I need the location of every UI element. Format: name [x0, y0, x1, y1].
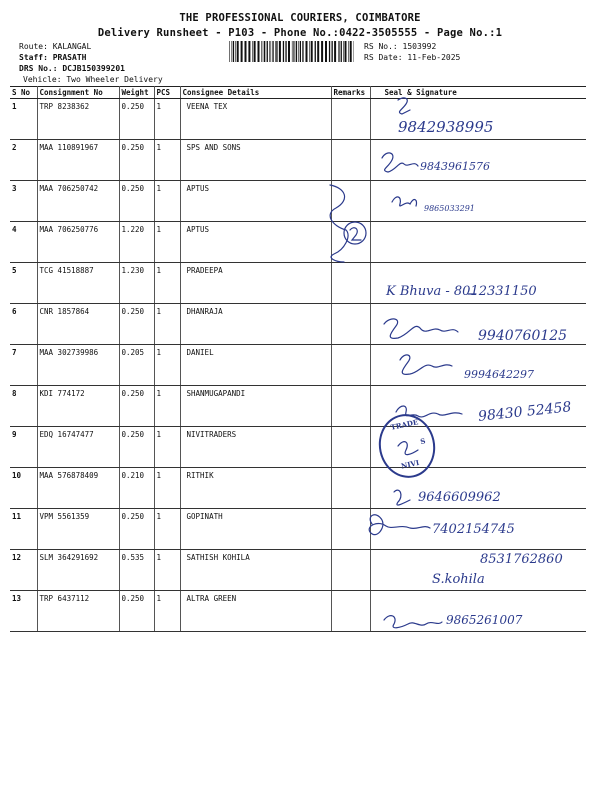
header-consignee: Consignee Details: [180, 87, 331, 99]
header-seal: Seal & Signature: [370, 87, 586, 99]
cell-remarks: [331, 550, 370, 591]
cell-pcs: 1: [154, 222, 180, 263]
cell-pcs: 1: [154, 468, 180, 509]
cell-consignment: MAA 706250742: [37, 181, 119, 222]
runsheet-table: [10, 86, 586, 632]
staff-label: Staff:: [19, 53, 48, 62]
barcode-bar: [264, 41, 265, 62]
cell-consignment: EDQ 16747477: [37, 427, 119, 468]
vehicle-label: Vehicle:: [23, 75, 62, 84]
barcode-bar: [296, 41, 297, 62]
cell-sno: 4: [10, 222, 37, 263]
cell-consignee: SHANMUGAPANDI: [180, 386, 331, 427]
barcode-bar: [348, 41, 349, 62]
cell-remarks: [331, 140, 370, 181]
cell-consignee: SATHISH KOHILA: [180, 550, 331, 591]
signature-row-6: 9940760125: [478, 328, 568, 344]
barcode-bar: [298, 41, 299, 62]
cell-remarks: [331, 386, 370, 427]
barcode-bar: [317, 41, 319, 62]
route-line: [19, 42, 91, 51]
cell-weight: 0.250: [119, 181, 154, 222]
cell-weight: 0.210: [119, 468, 154, 509]
stamp-text-right: S: [419, 436, 427, 447]
header-remarks: Remarks: [331, 87, 370, 99]
signature-row-12-name: S.kohila: [432, 572, 485, 587]
barcode-bar: [283, 41, 284, 62]
signature-row-2: 9843961576: [420, 160, 490, 173]
barcode-bar: [302, 41, 303, 62]
cell-weight: 0.250: [119, 140, 154, 181]
cell-weight: 0.205: [119, 345, 154, 386]
cell-consignment: MAA 110891967: [37, 140, 119, 181]
cell-weight: 0.250: [119, 591, 154, 632]
barcode: [229, 41, 354, 62]
barcode-bar: [229, 41, 230, 62]
rs-date-label: RS Date:: [364, 53, 403, 62]
header-pcs: PCS: [154, 87, 180, 99]
header-weight: Weight: [119, 87, 154, 99]
barcode-bar: [321, 41, 323, 62]
barcode-bar: [309, 41, 310, 62]
barcode-bar: [343, 41, 344, 62]
cell-remarks: [331, 509, 370, 550]
cell-weight: 0.250: [119, 304, 154, 345]
cell-consignment: TRP 8238362: [37, 99, 119, 140]
cell-consignment: CNR 1857864: [37, 304, 119, 345]
barcode-bar: [338, 41, 339, 62]
cell-sno: 2: [10, 140, 37, 181]
signature-row-1: 9842938995: [398, 118, 494, 136]
company-title: THE PROFESSIONAL COURIERS, COIMBATORE: [179, 12, 421, 24]
table-row: [10, 222, 586, 263]
barcode-bar: [272, 41, 273, 62]
table-row: [10, 99, 586, 140]
barcode-bar: [295, 41, 296, 62]
barcode-bar: [292, 41, 293, 62]
cell-weight: 0.535: [119, 550, 154, 591]
barcode-bar: [293, 41, 294, 62]
barcode-bar: [261, 41, 262, 62]
cell-remarks: [331, 263, 370, 304]
runsheet-subtitle: Delivery Runsheet - P103 - Phone No.:0422-3505555 - Page No.:1: [97, 27, 503, 39]
barcode-bar: [315, 41, 316, 62]
route-value: KALANGAL: [52, 42, 92, 51]
barcode-bar: [233, 41, 234, 62]
barcode-bar: [341, 41, 342, 62]
cell-sno: 1: [10, 99, 37, 140]
barcode-bar: [263, 41, 264, 62]
cell-consignment: TRP 6437112: [37, 591, 119, 632]
drs-value: DCJB150399201: [62, 64, 125, 73]
barcode-bar: [275, 41, 276, 62]
table-header-row: [10, 87, 586, 99]
cell-consignment: KDI 774172: [37, 386, 119, 427]
barcode-bar: [345, 41, 347, 62]
table-row: [10, 427, 586, 468]
cell-consignee: DANIEL: [180, 345, 331, 386]
barcode-bar: [325, 41, 327, 62]
cell-weight: 0.250: [119, 99, 154, 140]
barcode-bar: [235, 41, 236, 62]
cell-pcs: 1: [154, 345, 180, 386]
signature-row-3: 9865033291: [424, 204, 475, 213]
rs-date-line: [364, 53, 460, 62]
cell-sno: 7: [10, 345, 37, 386]
stamp-text-top: TRADE: [389, 417, 419, 432]
cell-sno: 13: [10, 591, 37, 632]
cell-pcs: 1: [154, 263, 180, 304]
cell-consignment: VPM 5561359: [37, 509, 119, 550]
rs-date-value: 11-Feb-2025: [407, 53, 461, 62]
drs-line: [19, 64, 125, 73]
cell-pcs: 1: [154, 304, 180, 345]
barcode-bar: [329, 41, 330, 62]
cell-consignee: DHANRAJA: [180, 304, 331, 345]
rs-no-line: [364, 42, 436, 51]
cell-pcs: 1: [154, 181, 180, 222]
barcode-bar: [300, 41, 301, 62]
cell-consignee: NIVITRADERS: [180, 427, 331, 468]
signature-row-7: 9994642297: [464, 368, 534, 381]
cell-remarks: [331, 181, 370, 222]
barcode-bar: [267, 41, 268, 62]
header-sno: S No: [10, 87, 37, 99]
barcode-bar: [241, 41, 243, 62]
cell-sno: 10: [10, 468, 37, 509]
barcode-bar: [245, 41, 247, 62]
barcode-bar: [248, 41, 250, 62]
cell-sno: 9: [10, 427, 37, 468]
barcode-bar: [254, 41, 256, 62]
cell-consignment: SLM 364291692: [37, 550, 119, 591]
cell-consignment: MAA 706250776: [37, 222, 119, 263]
cell-pcs: 1: [154, 509, 180, 550]
barcode-bar: [306, 41, 308, 62]
cell-remarks: [331, 427, 370, 468]
cell-consignee: VEENA TEX: [180, 99, 331, 140]
barcode-bar: [350, 41, 352, 62]
barcode-bar: [339, 41, 340, 62]
staff-line: [19, 53, 86, 62]
cell-weight: 1.230: [119, 263, 154, 304]
cell-consignee: PRADEEPA: [180, 263, 331, 304]
cell-consignee: RITHIK: [180, 468, 331, 509]
cell-remarks: [331, 468, 370, 509]
vehicle-line: [23, 75, 163, 84]
barcode-bar: [271, 41, 272, 62]
barcode-bar: [232, 41, 233, 62]
signature-row-8: 98430 52458: [477, 399, 573, 425]
cell-pcs: 1: [154, 550, 180, 591]
header-consignment: Consignment No: [37, 87, 119, 99]
barcode-bar: [252, 41, 253, 62]
cell-pcs: 1: [154, 99, 180, 140]
cell-pcs: 1: [154, 427, 180, 468]
cell-remarks: [331, 222, 370, 263]
cell-seal-signature: [370, 181, 586, 222]
rs-no-label: RS No.:: [364, 42, 398, 51]
barcode-bar: [237, 41, 239, 62]
table-row: [10, 140, 586, 181]
cell-sno: 8: [10, 386, 37, 427]
cell-weight: 0.250: [119, 427, 154, 468]
barcode-bar: [311, 41, 313, 62]
rs-no-value: 1503992: [402, 42, 437, 51]
signature-row-11: 7402154745: [432, 522, 515, 537]
cell-consignee: SPS AND SONS: [180, 140, 331, 181]
cell-consignee: ALTRA GREEN: [180, 591, 331, 632]
cell-remarks: [331, 99, 370, 140]
cell-weight: 0.250: [119, 509, 154, 550]
cell-pcs: 1: [154, 140, 180, 181]
cell-pcs: 1: [154, 591, 180, 632]
barcode-bar: [269, 41, 270, 62]
cell-consignee: GOPINATH: [180, 509, 331, 550]
vehicle-value: Two Wheeler Delivery: [66, 75, 163, 84]
signature-row-5: K Bhuva - 8012331150: [386, 284, 537, 299]
cell-pcs: 1: [154, 386, 180, 427]
cell-remarks: [331, 304, 370, 345]
route-label: Route:: [19, 42, 48, 51]
barcode-bar: [334, 41, 336, 62]
barcode-bar: [288, 41, 290, 62]
drs-label: DRS No.:: [19, 64, 58, 73]
barcode-bar: [332, 41, 333, 62]
cell-consignment: MAA 576878409: [37, 468, 119, 509]
cell-weight: 1.220: [119, 222, 154, 263]
cell-consignee: APTUS: [180, 222, 331, 263]
cell-sno: 6: [10, 304, 37, 345]
cell-sno: 11: [10, 509, 37, 550]
barcode-bar: [285, 41, 286, 62]
cell-remarks: [331, 591, 370, 632]
signature-row-12-phone: 8531762860: [480, 552, 563, 567]
barcode-bar: [276, 41, 277, 62]
barcode-bar: [279, 41, 281, 62]
staff-value: PRASATH: [52, 53, 87, 62]
cell-sno: 3: [10, 181, 37, 222]
cell-consignee: APTUS: [180, 181, 331, 222]
stamp-text-bottom: NIVI: [400, 457, 420, 471]
cell-consignment: MAA 302739986: [37, 345, 119, 386]
cell-weight: 0.250: [119, 386, 154, 427]
cell-remarks: [331, 345, 370, 386]
signature-row-10: 9646609962: [418, 490, 501, 505]
cell-sno: 12: [10, 550, 37, 591]
signature-row-13: 9865261007: [446, 613, 523, 627]
cell-seal-signature: [370, 222, 586, 263]
barcode-bar: [258, 41, 260, 62]
table-row: [10, 181, 586, 222]
cell-sno: 5: [10, 263, 37, 304]
cell-consignment: TCG 41518887: [37, 263, 119, 304]
